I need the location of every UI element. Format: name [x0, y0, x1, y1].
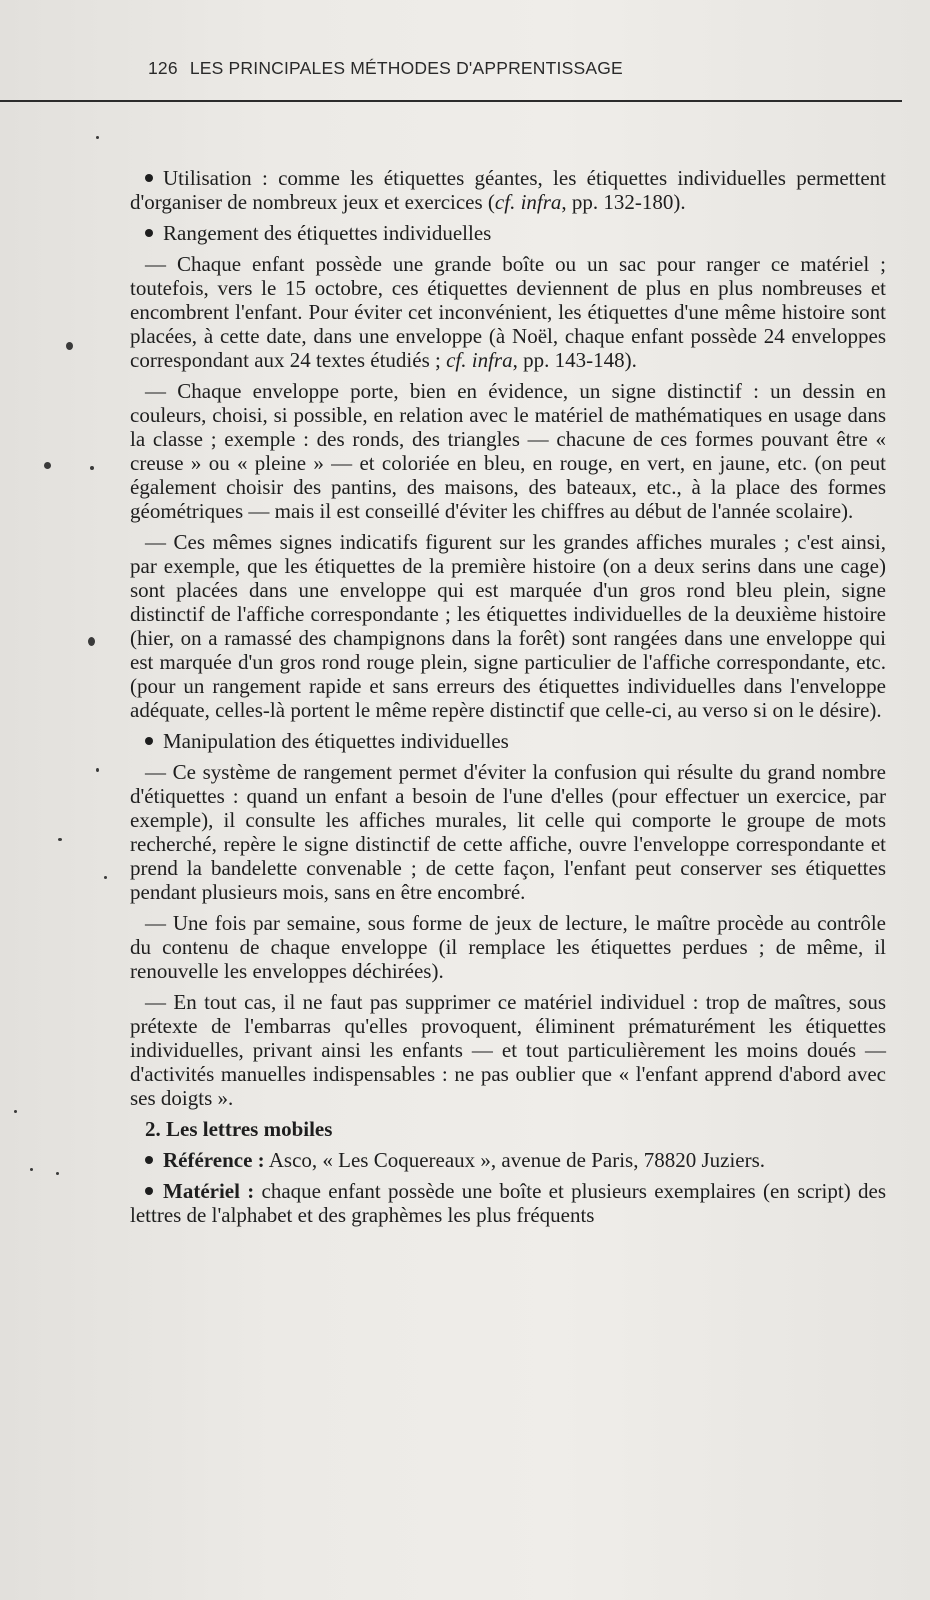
utilisation-text: comme les étiquettes géantes, les étiquettes individuelles permettent d'organiser de nombreux jeux et exercices ( — [130, 166, 886, 214]
paragraph-manipulation-2: — Une fois par semaine, sous forme de jeux de lecture, le maître procède au contrôle du contenu de chaque enveloppe (il remplace les étiquettes perdues ; de même, il renouvelle les enveloppes déchirées). — [130, 911, 886, 983]
bullet-icon — [145, 1156, 153, 1164]
rangement-1-tail: , pp. 143-148). — [512, 348, 637, 372]
heading-rangement — [130, 221, 886, 245]
ink-speck — [96, 136, 99, 139]
utilisation-tail: , pp. 132-180). — [561, 190, 686, 214]
bullet-icon — [145, 1187, 153, 1195]
paragraph-utilisation — [130, 166, 886, 214]
materiel-text: chaque enfant possède une boîte et plusieurs exemplaires (en script) des lettres de l'alphabet et des graphèmes les plus fréquents — [130, 1179, 886, 1227]
bullet-icon — [145, 737, 153, 745]
ink-speck — [30, 1168, 33, 1171]
ink-speck — [96, 768, 99, 772]
rangement-1-italic: cf. infra — [446, 348, 513, 372]
header-rule — [0, 100, 902, 102]
running-head — [148, 58, 623, 79]
utilisation-italic: cf. infra — [494, 190, 562, 214]
body-text — [130, 166, 886, 1234]
bullet-icon — [145, 229, 153, 237]
ink-speck — [104, 876, 107, 879]
page-number: 126 — [148, 58, 178, 78]
paragraph-materiel — [130, 1179, 886, 1227]
reference-lead: Référence : — [163, 1148, 265, 1172]
section-title: 2. Les lettres mobiles — [145, 1117, 333, 1141]
paragraph-reference — [130, 1148, 886, 1172]
utilisation-lead: Utilisation : — [163, 166, 268, 190]
paragraph-rangement-3: — Ces mêmes signes indicatifs figurent sur les grandes affiches murales ; c'est ainsi, par exemple, que les étiquettes de la première histoire (on a deux serins dans une cage) sont placées dans une enveloppe qui est marquée d'un gros rond bleu plein, signe distinctif de l'affiche correspondante ; les étiquettes individuelles de la deuxième histoire (hier, on a ramassé des champignons dans la forêt) sont rangées dans une enveloppe qui est marquée d'un gros rond rouge plein, signe particulier de l'affiche correspondante, etc. (pour un rangement rapide et sans erreurs des étiquettes individuelles dans l'enveloppe adéquate, celles-là portent le même repère distinctif que celle-ci, au verso si on le désire). — [130, 530, 886, 722]
ink-speck — [90, 466, 94, 470]
ink-speck — [14, 1110, 17, 1113]
ink-speck — [44, 462, 51, 469]
heading-manipulation — [130, 729, 886, 753]
rangement-1-text: — Chaque enfant possède une grande boîte ou un sac pour ranger ce matériel ; toutefois, vers le 15 octobre, ces étiquettes deviennent de plus en plus nombreuses et encombrent l'enfant. Pour éviter cet inconvénient, les étiquettes d'une même histoire sont placées, à cette date, dans une enveloppe (à Noël, chaque enfant possède 24 enveloppes correspondant aux 24 textes étudiés ; — [130, 252, 886, 372]
rangement-lead: Rangement des étiquettes individuelles — [163, 221, 492, 245]
paragraph-rangement-2: — Chaque enveloppe porte, bien en évidence, un signe distinctif : un dessin en couleurs, choisi, si possible, en relation avec le matériel de mathématiques en usage dans la classe ; exemple : des ronds, des triangles — chacune de ces formes pouvant être « creuse » ou « pleine » — et coloriée en bleu, en rouge, en vert, en jaune, etc. (on peut également choisir des pantins, des maisons, des bateaux, etc., à la place des formes géométriques — mais il est conseillé d'éviter les chiffres au début de l'année scolaire). — [130, 379, 886, 523]
paragraph-manipulation-3: — En tout cas, il ne faut pas supprimer ce matériel individuel : trop de maîtres, sous prétexte de l'embarras qu'elles provoquent, éliminent prématurément les étiquettes individuelles, privant ainsi les enfants — et tout particulièrement les moins doués — d'activités manuelles indispensables : ne pas oublier que « l'enfant apprend d'abord avec ses doigts ». — [130, 990, 886, 1110]
bullet-icon — [145, 174, 153, 182]
ink-speck — [88, 637, 95, 646]
ink-speck — [58, 838, 62, 841]
manipulation-lead: Manipulation des étiquettes individuelles — [163, 729, 509, 753]
paragraph-rangement-1 — [130, 252, 886, 372]
ink-speck — [66, 342, 73, 350]
ink-speck — [56, 1172, 59, 1175]
paragraph-manipulation-1: — Ce système de rangement permet d'éviter la confusion qui résulte du grand nombre d'étiquettes : quand un enfant a besoin de l'une d'elles (pour effectuer un exercice, par exemple), il consulte les affiches murales, lit celle qui comporte le groupe de mots recherché, repère le signe distinctif de cette affiche, ouvre l'enveloppe correspondante et prend la bandelette convenable ; de cette façon, l'enfant peut conserver ses étiquettes pendant plusieurs mois, sans en être encombré. — [130, 760, 886, 904]
reference-text: Asco, « Les Coquereaux », avenue de Paris, 78820 Juziers. — [264, 1148, 766, 1172]
running-title: LES PRINCIPALES MÉTHODES D'APPRENTISSAGE — [189, 58, 623, 78]
materiel-lead: Matériel : — [163, 1179, 255, 1203]
